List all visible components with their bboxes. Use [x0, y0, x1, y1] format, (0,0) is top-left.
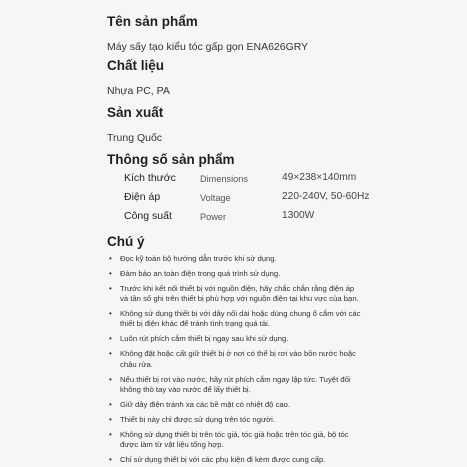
- specs-heading: Thông số sản phẩm: [107, 152, 235, 167]
- material-value: Nhựa PC, PA: [107, 85, 170, 97]
- list-item: • Chỉ sử dụng thiết bị với các phụ kiện đi kèm được cung cấp.: [108, 455, 363, 465]
- list-item: • Không sử dụng thiết bị trên tóc giả, tóc giả hoặc trên tóc giả, bộ tóc được làm từ vật liệu tổng hợp.: [108, 430, 363, 450]
- notes-heading: Chú ý: [107, 234, 145, 249]
- specs-section: [107, 152, 447, 168]
- specs-table: [124, 172, 454, 229]
- product-name-section: [107, 14, 447, 54]
- material-section: [107, 58, 447, 98]
- spec-label-vn: Điện áp: [124, 191, 161, 203]
- origin-heading: Sản xuất: [107, 105, 164, 120]
- list-item: • Thiết bị này chỉ được sử dụng trên tóc người.: [108, 415, 363, 425]
- spec-row: [124, 210, 454, 229]
- spec-row: [124, 191, 454, 210]
- spec-label-vn: Kích thước: [124, 172, 176, 184]
- spec-label-en: Voltage: [200, 193, 231, 203]
- origin-value: Trung Quốc: [107, 132, 163, 144]
- list-item: • Đọc kỹ toàn bộ hướng dẫn trước khi sử dụng.: [108, 254, 363, 264]
- list-item: • Luôn rút phích cắm thiết bị ngay sau khi sử dụng.: [108, 334, 363, 344]
- spec-value: 220-240V, 50-60Hz: [282, 191, 370, 202]
- spec-label-en: Dimensions: [200, 174, 248, 184]
- product-name-heading: Tên sản phẩm: [107, 14, 198, 29]
- notes-section: [107, 234, 447, 250]
- product-name-value: Máy sấy tạo kiểu tóc gấp gọn ENA626GRY: [107, 41, 309, 53]
- list-item: • Đảm bảo an toàn điện trong quá trình sử dụng.: [108, 269, 363, 279]
- spec-value: 1300W: [282, 210, 315, 221]
- spec-value: 49×238×140mm: [282, 172, 357, 183]
- list-item: • Không sử dụng thiết bị với dây nối dài hoặc dùng chung ổ cắm với các thiết bị điện khác để tránh tình trạng quá tải.: [108, 309, 363, 329]
- list-item: • Không đặt hoặc cất giữ thiết bị ở nơi có thể bị rơi vào bồn nước hoặc chậu rửa.: [108, 349, 363, 369]
- spec-row: [124, 172, 454, 191]
- spec-label-vn: Công suất: [124, 210, 172, 222]
- list-item: • Nếu thiết bị rơi vào nước, hãy rút phích cắm ngay lập tức. Tuyệt đối không thò tay vào nước để lấy thiết bị.: [108, 375, 363, 395]
- origin-section: [107, 105, 447, 145]
- spec-label-en: Power: [200, 212, 227, 222]
- list-item: • Trước khi kết nối thiết bị với nguồn điện, hãy chắc chắn rằng điện áp và tần số ghi trên thiết bị phù hợp với nguồn điện tại khu vực của bạn.: [108, 284, 363, 304]
- notes-list: [108, 254, 363, 467]
- material-heading: Chất liệu: [107, 58, 165, 73]
- list-item: • Giữ dây điện tránh xa các bề mặt có nhiệt độ cao.: [108, 400, 363, 410]
